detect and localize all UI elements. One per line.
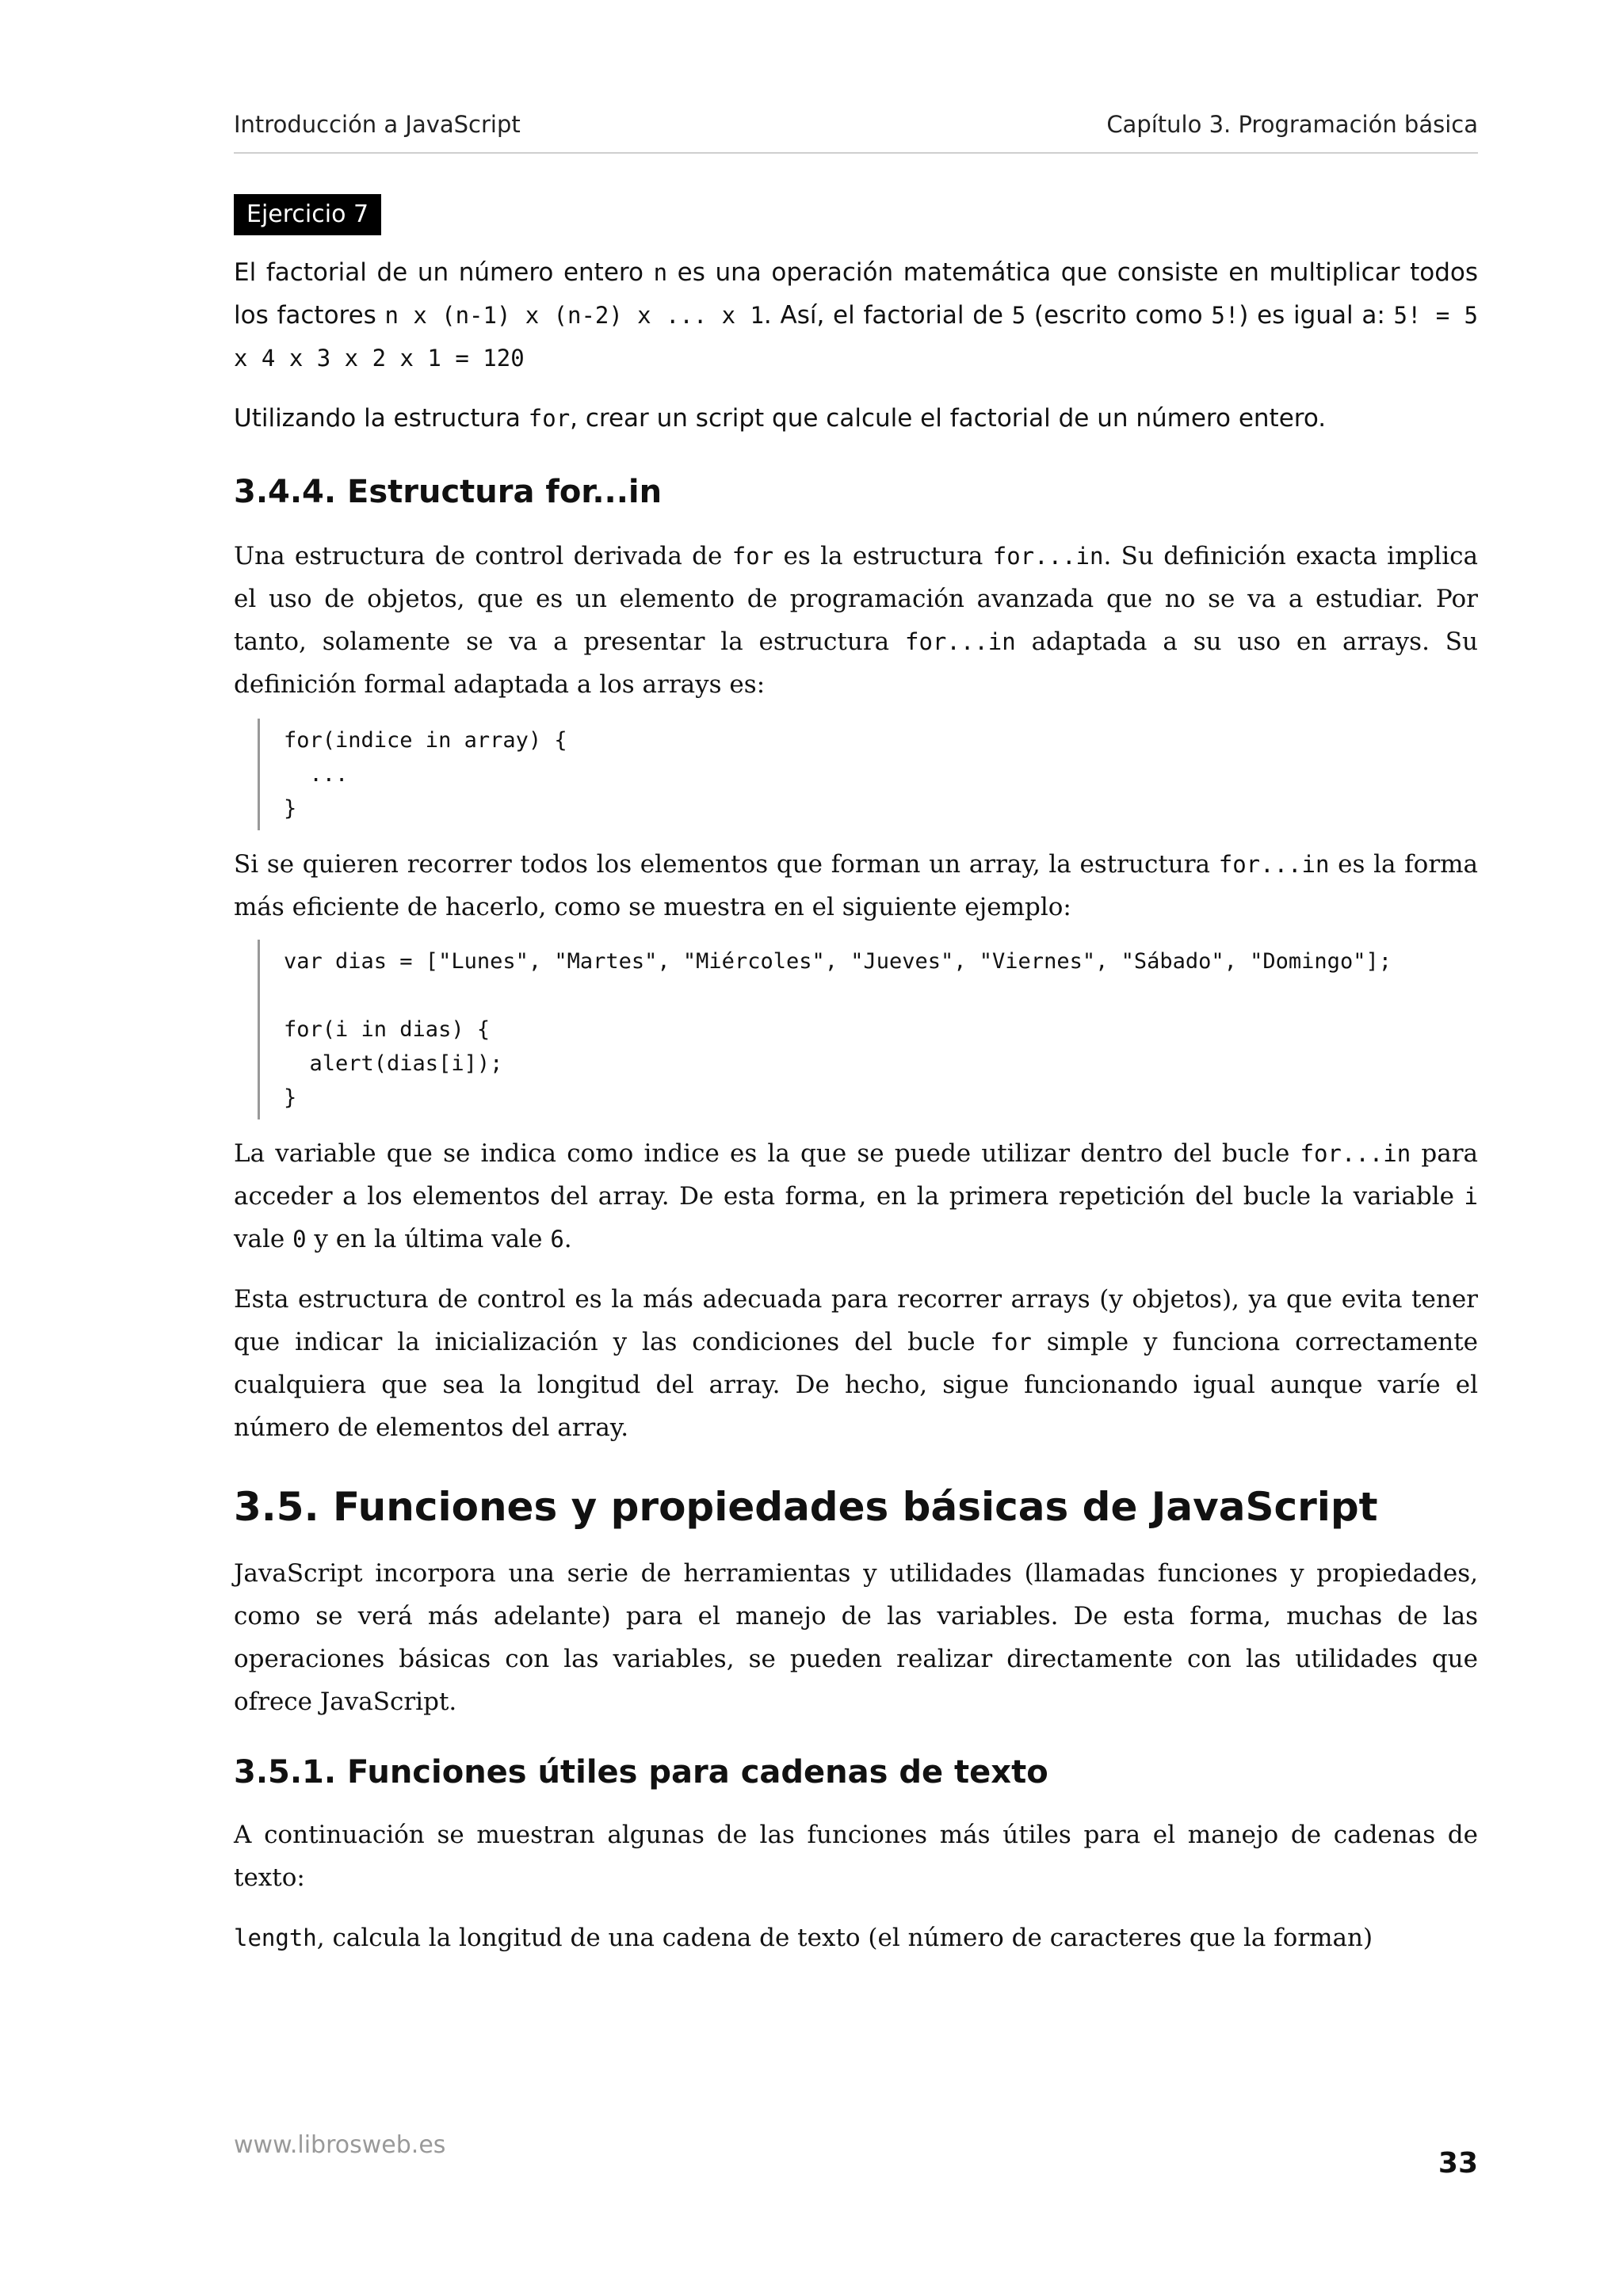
exercise-label: Ejercicio 7	[234, 194, 381, 235]
section-heading-3-5-1: 3.5.1. Funciones útiles para cadenas de texto	[234, 1754, 1048, 1791]
header-book-title: Introducción a JavaScript	[234, 111, 521, 138]
exercise-paragraph-2: Utilizando la estructura for, crear un script que calcule el factorial de un número entero.	[234, 404, 1327, 433]
forin-paragraph-1: Una estructura de control derivada de for es la estructura for...in. Su definición exacta implica el uso de objetos, que es un elemento de programación avanzada que no se va a estudiar. Por tanto, solamente se va a presentar la estructura for...in adaptada a su uso en arrays. Su definición formal adaptada a los arrays es:	[234, 542, 1478, 699]
forin-paragraph-4: Esta estructura de control es la más adecuada para recorrer arrays (y objetos), ya que evita tener que indicar la inicialización y las condiciones del bucle for simple y funciona correctamente cualquiera que sea la longitud del array. De hecho, sigue funcionando igual aunque varíe el número de elementos del array.	[234, 1285, 1478, 1442]
page-number: 33	[1438, 2147, 1478, 2180]
section-heading-3-5: 3.5. Funciones y propiedades básicas de JavaScript	[234, 1484, 1378, 1530]
code-block-syntax: for(indice in array) { ... }	[258, 719, 1478, 830]
exercise-paragraph-1: El factorial de un número entero n es una operación matemática que consiste en multiplicar todos los factores n x (n-1) x (n-2) x ... x 1. Así, el factorial de 5 (escrito como 5!) es igual a: 5! = 5 x 4 x 3 x 2 x 1 = 120	[234, 258, 1478, 372]
footer-website: www.librosweb.es	[234, 2131, 446, 2159]
length-function-item: length, calcula la longitud de una cadena de texto (el número de caracteres que la forman)	[234, 1924, 1373, 1952]
strings-paragraph-1: A continuación se muestran algunas de las funciones más útiles para el manejo de cadenas de texto:	[234, 1821, 1478, 1892]
page-content	[234, 194, 1478, 1959]
code-block-example: var dias = ["Lunes", "Martes", "Miércoles", "Jueves", "Viernes", "Sábado", "Domingo"]; for(i in dias) { alert(dias[i]); }	[258, 940, 1478, 1119]
forin-paragraph-2: Si se quieren recorrer todos los elementos que forman un array, la estructura for...in es la forma más eficiente de hacerlo, como se muestra en el siguiente ejemplo:	[234, 850, 1479, 921]
functions-paragraph-1: JavaScript incorpora una serie de herramientas y utilidades (llamadas funciones y propiedades, como se verá más adelante) para el manejo de las variables. De esta forma, muchas de las operaciones básicas con las variables, se pueden realizar directamente con las utilidades que ofrece JavaScript.	[234, 1559, 1478, 1716]
exercise-block	[234, 194, 1478, 440]
header-chapter-title: Capítulo 3. Programación básica	[1106, 111, 1478, 138]
page	[234, 0, 1478, 2296]
forin-paragraph-3: La variable que se indica como indice es la que se puede utilizar dentro del bucle for...in para acceder a los elementos del array. De esta forma, en la primera repetición del bucle la variable i vale 0 y en la última vale 6.	[234, 1139, 1478, 1253]
running-header	[234, 111, 1478, 154]
section-heading-3-4-4: 3.4.4. Estructura for...in	[234, 474, 663, 510]
